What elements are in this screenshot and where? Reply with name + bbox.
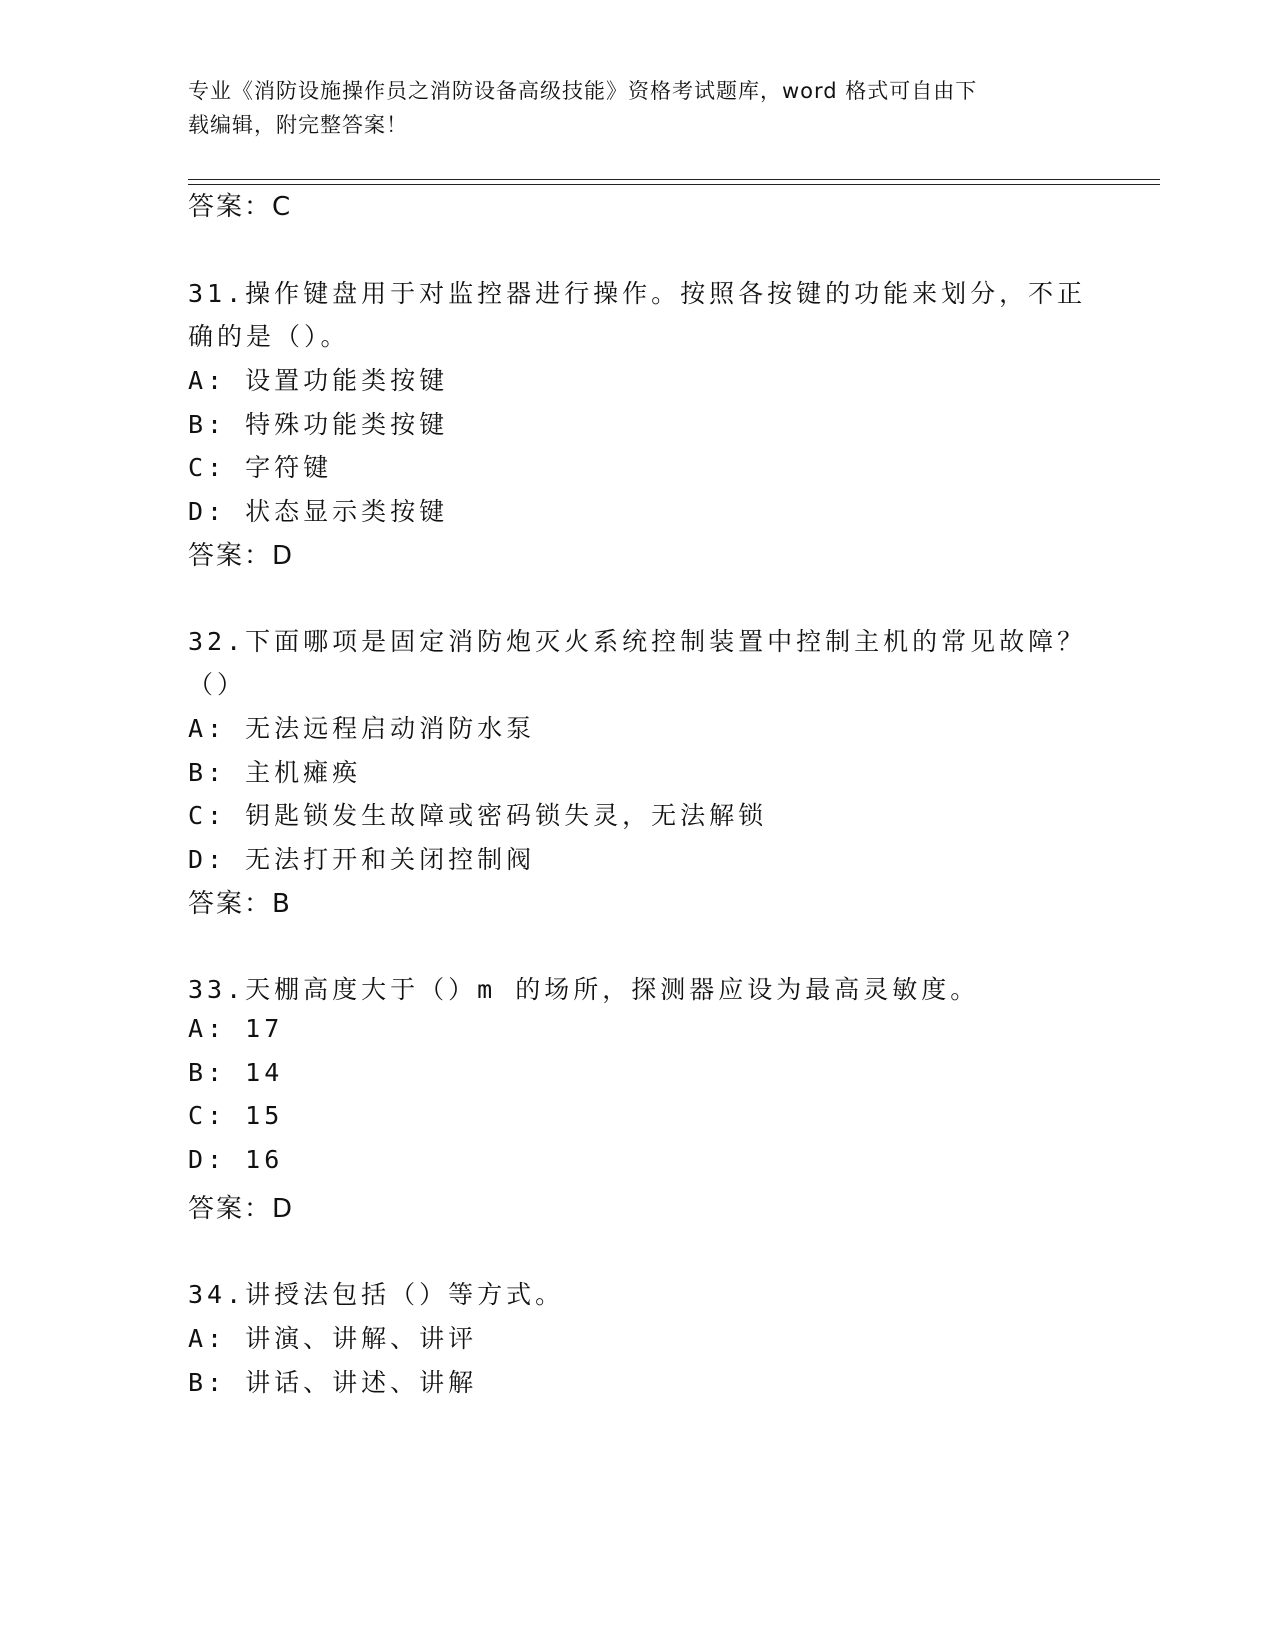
header-divider-top	[188, 179, 1160, 180]
q33-option-c: C: 15	[188, 1101, 284, 1130]
q33-answer: 答案：D	[188, 1194, 295, 1224]
q32-stem-line-2: （）	[188, 670, 247, 699]
q32-option-b: B: 主机瘫痪	[188, 758, 362, 787]
q31-stem-line-2: 确的是（）。	[188, 322, 350, 351]
q33-option-d: D: 16	[188, 1145, 284, 1174]
header-line-1: 专业《消防设施操作员之消防设备高级技能》资格考试题库，word 格式可自由下	[188, 79, 978, 103]
header-line-2: 载编辑，附完整答案！	[188, 113, 408, 137]
q33-option-a: A: 17	[188, 1014, 284, 1043]
q31-option-a: A: 设置功能类按键	[188, 366, 449, 395]
q34-stem-line-1: 34.讲授法包括（）等方式。	[188, 1280, 565, 1309]
header-divider-bottom	[188, 184, 1160, 185]
document-header	[188, 74, 1088, 142]
q31-option-b: B: 特殊功能类按键	[188, 410, 449, 439]
q33-stem-line-1: 33.天棚高度大于（）m 的场所，探测器应设为最高灵敏度。	[188, 975, 980, 1004]
q32-answer: 答案：B	[188, 889, 292, 919]
answer-prev: 答案：C	[188, 192, 293, 222]
q34-option-b: B: 讲话、讲述、讲解	[188, 1368, 478, 1397]
q31-option-d: D: 状态显示类按键	[188, 497, 449, 526]
q31-answer: 答案：D	[188, 541, 295, 571]
q33-option-b: B: 14	[188, 1058, 284, 1087]
q32-option-d: D: 无法打开和关闭控制阀	[188, 845, 536, 874]
q32-option-a: A: 无法远程启动消防水泵	[188, 714, 536, 743]
q34-option-a: A: 讲演、讲解、讲评	[188, 1324, 478, 1353]
q31-stem-line-1: 31.操作键盘用于对监控器进行操作。按照各按键的功能来划分，不正	[188, 279, 1087, 308]
q32-option-c: C: 钥匙锁发生故障或密码锁失灵，无法解锁	[188, 801, 768, 830]
q31-option-c: C: 字符键	[188, 453, 333, 482]
q32-stem-line-1: 32.下面哪项是固定消防炮灭火系统控制装置中控制主机的常见故障？	[188, 627, 1087, 656]
